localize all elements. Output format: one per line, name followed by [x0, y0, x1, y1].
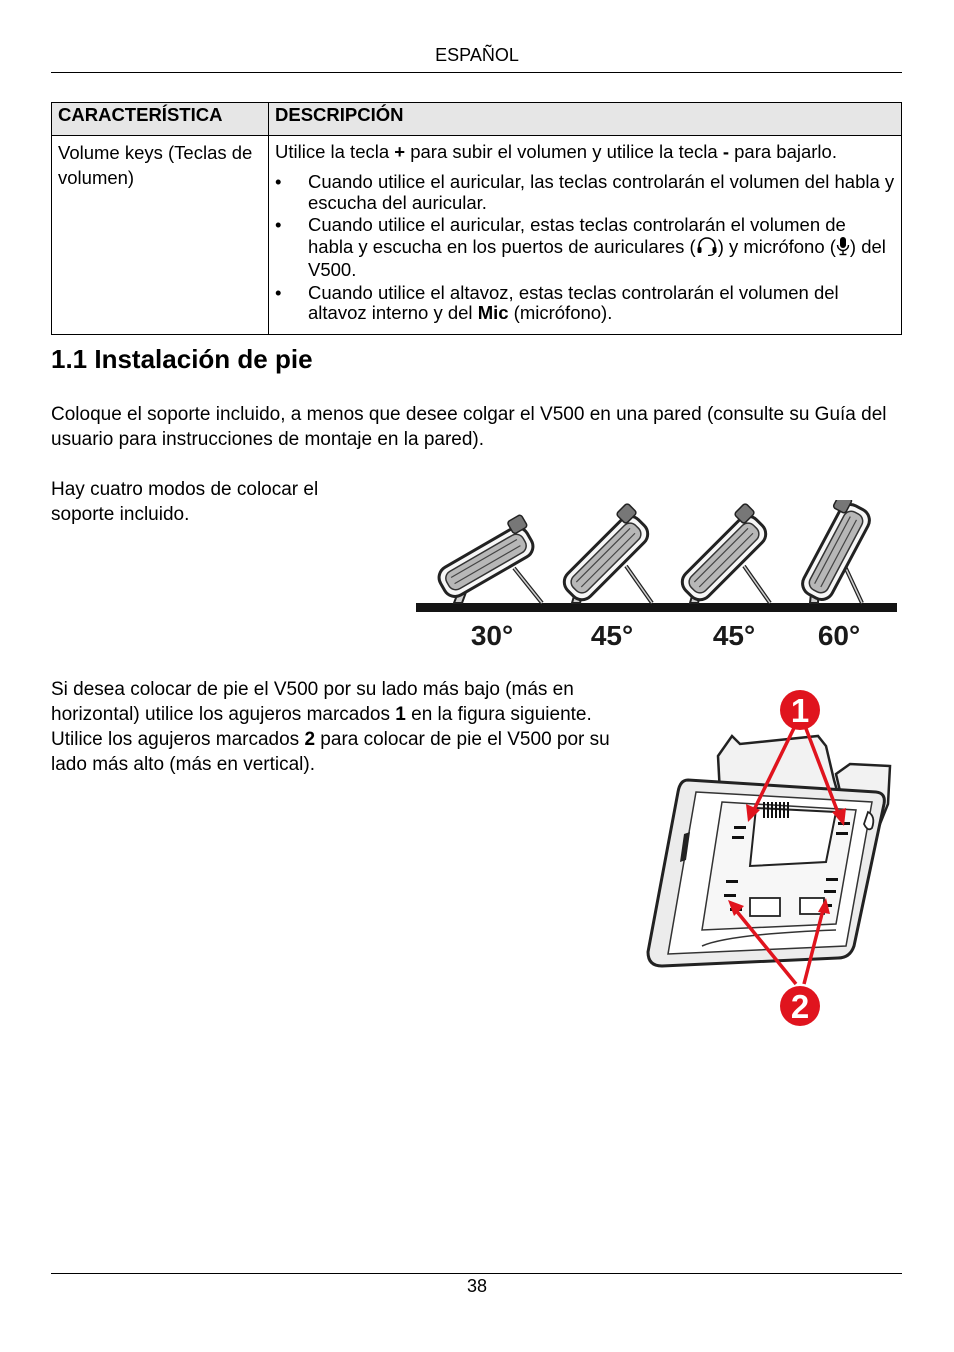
angle-label: 60° [817, 620, 861, 651]
footer-rule [51, 1273, 902, 1274]
description-cell [269, 136, 902, 335]
header-description: DESCRIPCIÓN [269, 103, 902, 136]
feature-table [51, 102, 902, 335]
header-feature: CARACTERÍSTICA [52, 103, 269, 136]
paragraph-holes [51, 677, 616, 777]
bullet-dot: • [275, 281, 282, 303]
bullet-text: ) y micrófono ( [717, 235, 836, 257]
callout-number-2: 2 [790, 988, 810, 1025]
phone-stand-45-a [554, 503, 656, 605]
mounting-holes-figure [640, 684, 896, 1032]
paragraph-stand-modes: Hay cuatro modos de colocar el soporte incluido. [51, 479, 319, 525]
bullet-dot: • [275, 171, 282, 192]
bullet-text: Cuando utilice el auricular, las teclas controlarán el volumen del habla y escucha del auricular. [308, 171, 895, 213]
bullet-text: Cuando utilice el auricular, estas teclas controlarán el volumen de habla y escucha en los puertos de auriculares ( [308, 214, 846, 257]
microphone-icon [836, 236, 850, 261]
description-bullets [275, 172, 895, 324]
intro-text-a: Utilice la tecla [275, 141, 395, 162]
bullet-text: Cuando utilice el altavoz, estas teclas controlarán el volumen del altavoz interno y del [308, 281, 839, 323]
phone-stand-45-b [672, 503, 774, 605]
table-surface [416, 603, 897, 612]
phone-stand-60 [791, 500, 875, 604]
stand-angles-figure [414, 500, 898, 658]
callout-number-1: 1 [790, 692, 810, 729]
feature-cell: Volume keys (Teclas de volumen) [52, 136, 269, 335]
plus-key: + [394, 141, 406, 162]
list-item [275, 283, 895, 324]
running-header: ESPAÑOL [435, 45, 519, 65]
phone-back-illustration [648, 736, 890, 966]
bullet-dot: • [275, 214, 282, 235]
holes-text-b: en la figura siguiente. Utilice los agujeros marcados [51, 704, 592, 750]
phone-stand-30 [431, 514, 542, 603]
mic-label: Mic [477, 302, 509, 323]
bullet-text: ) del V500. [308, 235, 886, 280]
list-item [275, 215, 895, 281]
angle-label: 45° [712, 620, 756, 651]
header-rule [51, 72, 902, 73]
page-number: 38 [466, 1276, 488, 1296]
section-title: 1.1 Instalación de pie [51, 344, 313, 374]
table-header-row [52, 103, 902, 136]
angle-label: 45° [590, 620, 634, 651]
list-item [275, 172, 895, 213]
paragraph-intro: Coloque el soporte incluido, a menos que desee colgar el V500 en una pared (consulte su Guía del usuario para instrucciones de montaje en la pared). [51, 404, 887, 450]
table-row [52, 136, 902, 335]
intro-text-c: para bajarlo. [728, 141, 837, 162]
holes-text-a: Si desea colocar de pie el V500 por su lado más bajo (más en horizontal) utilice los agujeros marcados [51, 679, 574, 725]
bullet-text: (micrófono). [508, 302, 613, 323]
headset-icon [696, 236, 718, 261]
hole-number-1: 1 [395, 704, 406, 725]
angle-label: 30° [470, 620, 514, 651]
intro-text-b: para subir el volumen y utilice la tecla [405, 141, 723, 162]
hole-number-2: 2 [304, 729, 316, 750]
description-intro [275, 140, 895, 164]
minus-key: - [722, 141, 729, 162]
holes-text-c: para colocar de pie el V500 por su lado más alto (más en vertical). [51, 729, 610, 775]
